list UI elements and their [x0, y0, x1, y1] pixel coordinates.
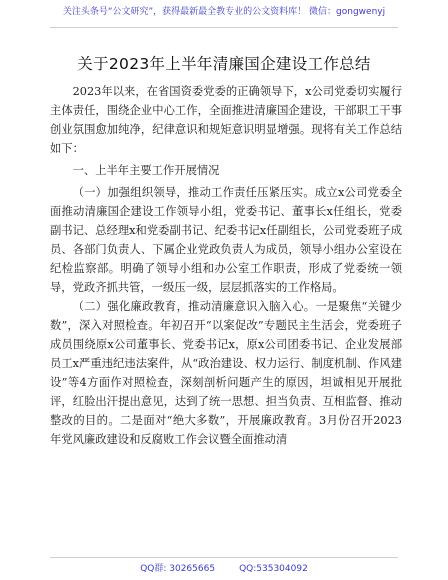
promo-banner: 关注头条号“公文研究”，获得最新最全教专业的公文资料库！ 微信：gongwenyj	[62, 7, 386, 17]
header-divider	[50, 27, 398, 28]
qq-group-text: QQ群: 30265665	[140, 564, 216, 574]
document-title: 关于2023年上半年清廉国企建设工作总结	[77, 55, 371, 73]
intro-paragraph: 2023年以来，在省国资委党委的正确领导下，x公司党委切实履行主体责任，围绕企业中心工作，全面推进清廉国企建设，干部职工干事创业氛围愈加纯净，纪律意识和规矩意识明显增强。现将有关工作总结如下：	[50, 85, 402, 155]
section-heading: 一、上半年主要工作开展情况	[72, 164, 220, 177]
footer-divider	[50, 557, 398, 558]
document-body	[50, 82, 402, 449]
paragraph-education: （二）强化廉政教育，推动清廉意识入脑入心。一是聚焦“关键少数”，深入对照检查。年初召开“以案促改”专题民主生活会，党委班子成员围绕原x公司董事长、党委书记x，原x公司团委书记、企业发展部员工x严重违纪违法案件，从“政治建设、权力运行、制度机制、作风建设”等4方面作对照检查，深刻剖析问题产生的原因，坦诚相见开展批评，红脸出汗提出意见，达到了统一思想、担当负责、互相监督、推动整改的目的。二是面对“绝大多数”，开展廉政教育。3月份召开2023年党风廉政建设和反腐败工作会议暨全面推动清	[50, 300, 402, 446]
qq-text: QQ:535304092	[239, 564, 308, 574]
paragraph-organization: （一）加强组织领导，推动工作责任压紧压实。成立x公司党委全面推动清廉国企建设工作领导小组，党委书记、董事长x任组长，党委副书记、总经理x和党委副书记、纪委书记x任副组长，公司党委班子成员、各部门负责人、下属企业党政负责人为成员，领导小组办公室设在纪检监察部。明确了领导小组和办公室工作职责，形成了党委统一领导，党政齐抓共管，一级压一级，层层抓落实的工作格局。	[50, 186, 402, 294]
contact-footer	[0, 563, 448, 575]
